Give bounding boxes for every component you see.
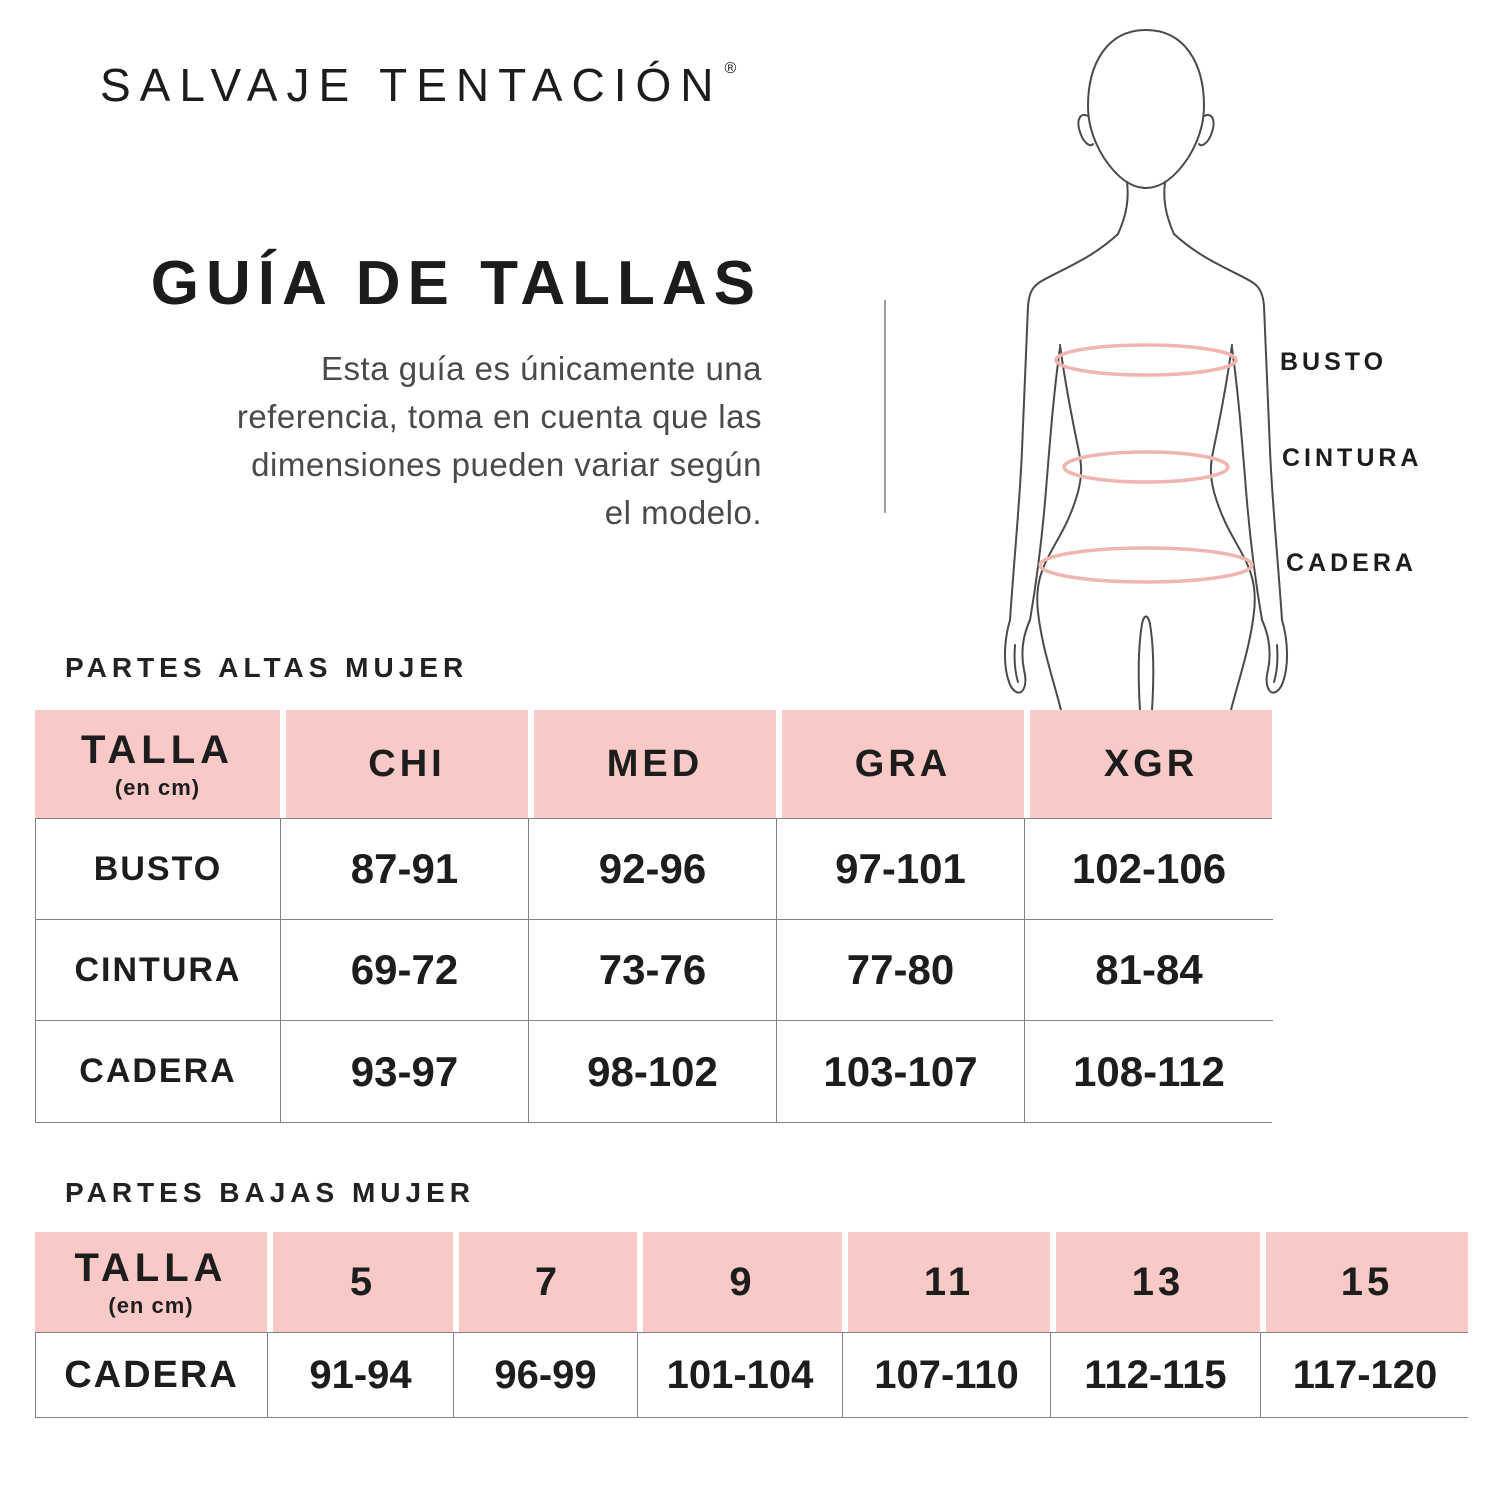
cell-value: 101-104 xyxy=(666,1352,814,1397)
vertical-divider xyxy=(884,300,886,513)
lower-table-body xyxy=(35,1332,1468,1418)
row-label: CINTURA xyxy=(74,950,242,989)
cell-value: 77-80 xyxy=(846,946,955,993)
cell-value: 102-106 xyxy=(1071,845,1227,892)
cell-value: 69-72 xyxy=(350,946,459,993)
cell-value: 93-97 xyxy=(350,1047,459,1095)
cell-value: 103-107 xyxy=(823,1047,978,1095)
cell-value: 91-94 xyxy=(309,1352,412,1397)
talla-label: TALLA xyxy=(74,1245,228,1290)
measurement-lines xyxy=(1040,345,1252,582)
header-cell-xgr: XGR xyxy=(1024,710,1272,818)
talla-unit: (en cm) xyxy=(108,1292,194,1318)
cell-value: 96-99 xyxy=(494,1352,597,1397)
table-row-cadera xyxy=(36,1021,1271,1122)
talla-unit: (en cm) xyxy=(114,774,201,800)
cell-value: 92-96 xyxy=(598,845,707,892)
lower-sizes-table xyxy=(35,1232,1468,1418)
header-cell-chi: CHI xyxy=(280,710,528,818)
cell-value: 112-115 xyxy=(1084,1352,1227,1397)
lower-table-title: PARTES BAJAS MUJER xyxy=(65,1177,475,1208)
registered-trademark: ® xyxy=(724,60,737,77)
cell-value: 108-112 xyxy=(1073,1047,1225,1095)
row-label: CADERA xyxy=(79,1052,237,1090)
header-cell-15: 15 xyxy=(1260,1232,1468,1332)
header-cell-med: MED xyxy=(528,710,776,818)
upper-table-body xyxy=(35,818,1272,1123)
upper-table-header-row xyxy=(35,710,1272,818)
header-cell-9: 9 xyxy=(637,1232,842,1332)
figure-label-cintura: CINTURA xyxy=(1282,444,1423,472)
header-cell-13: 13 xyxy=(1050,1232,1260,1332)
intro-line: Esta guía es únicamente una xyxy=(321,350,762,387)
intro-block xyxy=(80,248,762,537)
intro-description xyxy=(80,345,762,537)
upper-table-title: PARTES ALTAS MUJER xyxy=(65,652,469,683)
header-cell-talla xyxy=(35,1232,267,1332)
header-cell-gra: GRA xyxy=(776,710,1024,818)
cell-value: 81-84 xyxy=(1095,946,1203,993)
header-cell-talla xyxy=(35,710,280,818)
table-row-cadera xyxy=(36,1333,1467,1417)
brand-name xyxy=(100,58,736,112)
row-label: CADERA xyxy=(64,1353,239,1396)
cell-value: 73-76 xyxy=(598,946,707,993)
table-row-cintura xyxy=(36,920,1271,1021)
lower-table-header-row xyxy=(35,1232,1468,1332)
header-cell-5: 5 xyxy=(267,1232,453,1332)
hip-measure-line xyxy=(1040,548,1252,582)
brand-text: SALVAJE TENTACIÓN xyxy=(100,59,723,111)
cell-value: 87-91 xyxy=(350,845,459,892)
row-label: BUSTO xyxy=(93,849,223,888)
page-title: GUÍA DE TALLAS xyxy=(150,249,762,318)
cell-value: 97-101 xyxy=(835,845,966,892)
waist-measure-line xyxy=(1064,452,1228,482)
header-cell-11: 11 xyxy=(842,1232,1050,1332)
cell-value: 117-120 xyxy=(1292,1352,1438,1397)
cell-value: 107-110 xyxy=(874,1352,1019,1397)
header-cell-7: 7 xyxy=(453,1232,637,1332)
intro-line: el modelo. xyxy=(604,494,762,531)
table-row-busto xyxy=(36,819,1271,920)
figure-label-busto: BUSTO xyxy=(1280,348,1388,376)
intro-line: referencia, toma en cuenta que las xyxy=(236,398,762,435)
upper-sizes-table xyxy=(35,710,1272,1123)
intro-line: dimensiones pueden variar según xyxy=(251,446,762,483)
talla-label: TALLA xyxy=(80,727,235,772)
figure-label-cadera: CADERA xyxy=(1286,549,1417,577)
cell-value: 98-102 xyxy=(587,1047,718,1095)
bust-measure-line xyxy=(1056,345,1236,375)
